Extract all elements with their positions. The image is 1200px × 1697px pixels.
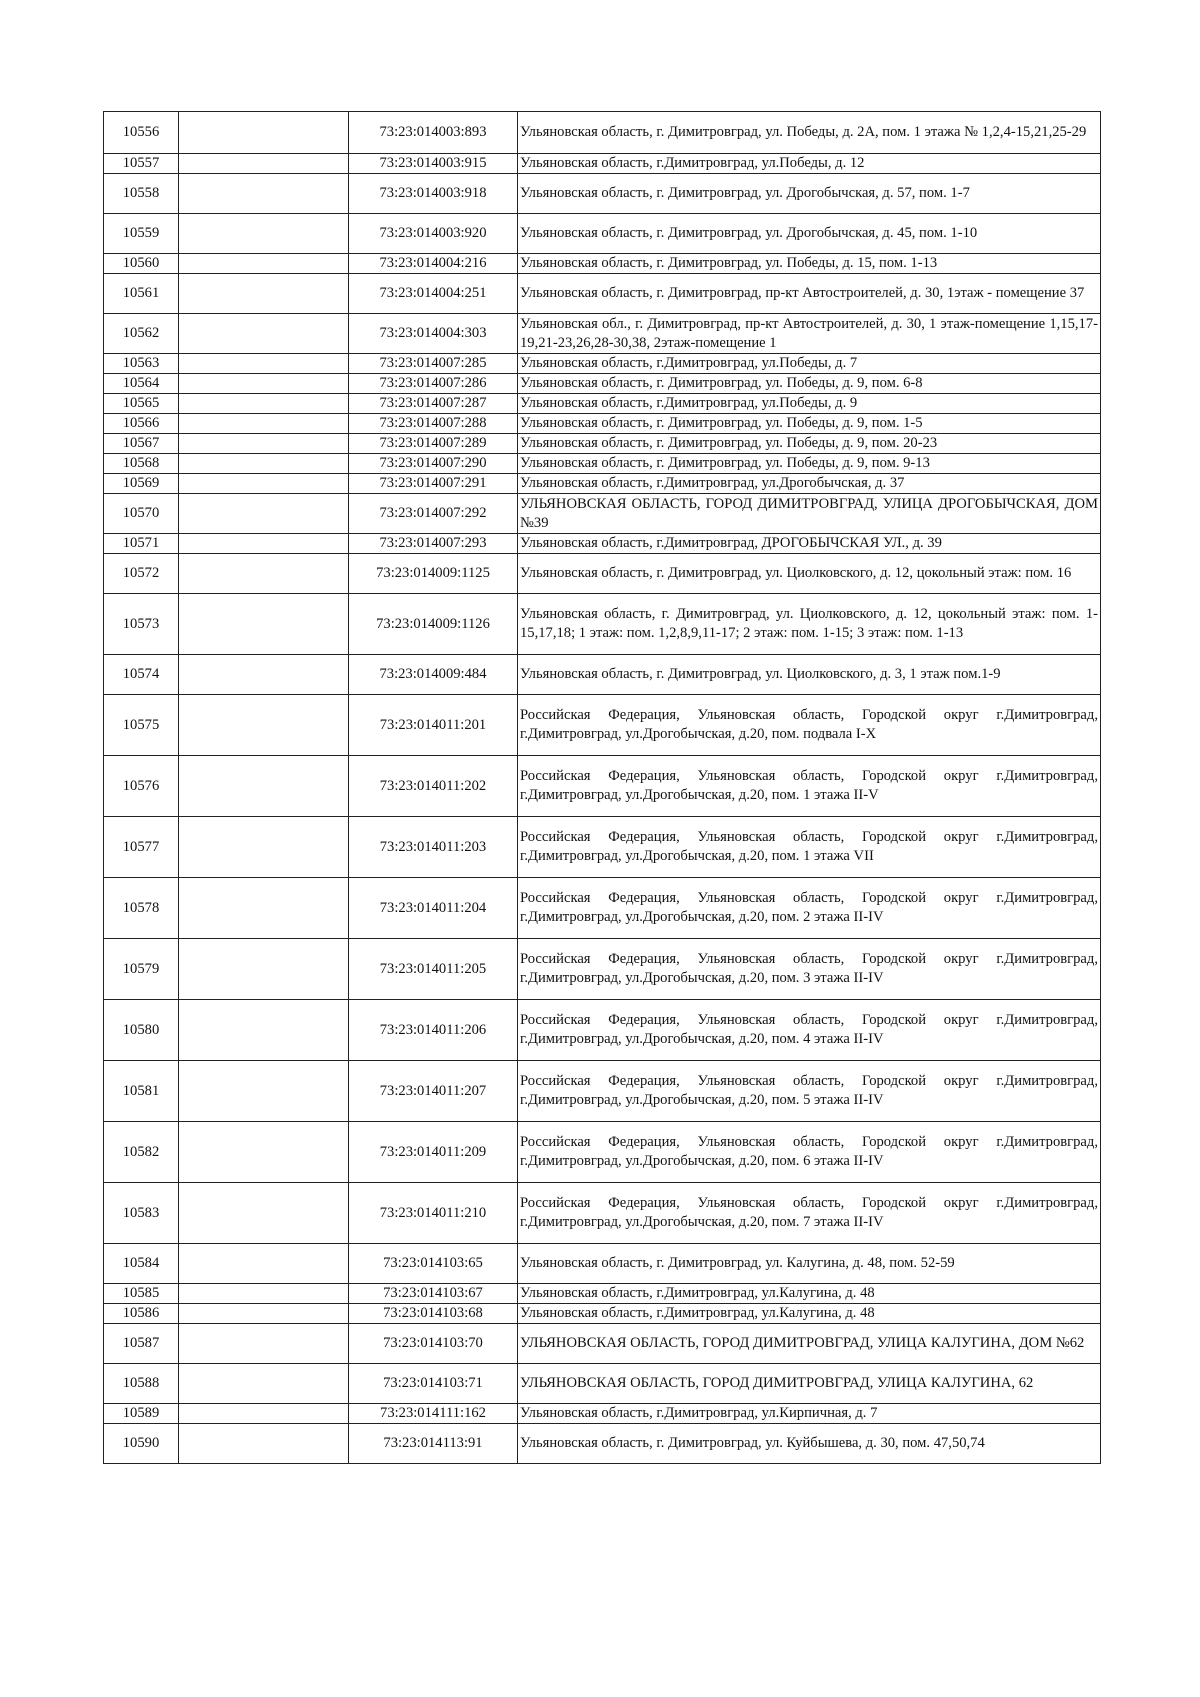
empty-cell xyxy=(179,374,349,394)
empty-cell xyxy=(179,594,349,655)
empty-cell xyxy=(179,274,349,314)
address-cell: Ульяновская область, г.Димитровград, ул.Победы, д. 9 xyxy=(518,394,1101,414)
cadastral-number-cell: 73:23:014009:1126 xyxy=(349,594,518,655)
property-registry-table xyxy=(103,111,1101,1464)
address-cell: Ульяновская область, г. Димитровград, ул. Циолковского, д. 12, цокольный этаж: пом. 16 xyxy=(518,554,1101,594)
cadastral-number-cell: 73:23:014007:287 xyxy=(349,394,518,414)
row-number-cell: 10575 xyxy=(104,695,179,756)
table-row xyxy=(104,756,1101,817)
row-number-cell: 10576 xyxy=(104,756,179,817)
cadastral-number-cell: 73:23:014113:91 xyxy=(349,1424,518,1464)
empty-cell xyxy=(179,817,349,878)
table-row xyxy=(104,434,1101,454)
address-cell: Российская Федерация, Ульяновская область, Городской округ г.Димитровград, г.Димитровград, ул.Дрогобычская, д.20, пом. 3 этажа II-IV xyxy=(518,939,1101,1000)
empty-cell xyxy=(179,314,349,354)
empty-cell xyxy=(179,1424,349,1464)
cadastral-number-cell: 73:23:014007:286 xyxy=(349,374,518,394)
row-number-cell: 10565 xyxy=(104,394,179,414)
row-number-cell: 10559 xyxy=(104,214,179,254)
table-row xyxy=(104,314,1101,354)
table-row xyxy=(104,1284,1101,1304)
address-cell: Российская Федерация, Ульяновская область, Городской округ г.Димитровград, г.Димитровград, ул.Дрогобычская, д.20, пом. подвала I-X xyxy=(518,695,1101,756)
row-number-cell: 10586 xyxy=(104,1304,179,1324)
table-row xyxy=(104,112,1101,154)
table-row xyxy=(104,878,1101,939)
empty-cell xyxy=(179,154,349,174)
address-cell: Ульяновская область, г. Димитровград, ул. Победы, д. 9, пом. 6-8 xyxy=(518,374,1101,394)
cadastral-number-cell: 73:23:014111:162 xyxy=(349,1404,518,1424)
row-number-cell: 10590 xyxy=(104,1424,179,1464)
cadastral-number-cell: 73:23:014007:292 xyxy=(349,494,518,534)
row-number-cell: 10579 xyxy=(104,939,179,1000)
table-row xyxy=(104,354,1101,374)
table-row xyxy=(104,939,1101,1000)
cadastral-number-cell: 73:23:014011:201 xyxy=(349,695,518,756)
row-number-cell: 10572 xyxy=(104,554,179,594)
row-number-cell: 10563 xyxy=(104,354,179,374)
table-row xyxy=(104,695,1101,756)
row-number-cell: 10568 xyxy=(104,454,179,474)
table-row xyxy=(104,214,1101,254)
row-number-cell: 10578 xyxy=(104,878,179,939)
cadastral-number-cell: 73:23:014007:288 xyxy=(349,414,518,434)
row-number-cell: 10580 xyxy=(104,1000,179,1061)
table-row xyxy=(104,1061,1101,1122)
address-cell: Ульяновская область, г.Димитровград, ДРОГОБЫЧСКАЯ УЛ., д. 39 xyxy=(518,534,1101,554)
table-row xyxy=(104,474,1101,494)
cadastral-number-cell: 73:23:014011:209 xyxy=(349,1122,518,1183)
row-number-cell: 10587 xyxy=(104,1324,179,1364)
row-number-cell: 10558 xyxy=(104,174,179,214)
address-cell: Ульяновская область, г.Димитровград, ул.Калугина, д. 48 xyxy=(518,1284,1101,1304)
cadastral-number-cell: 73:23:014011:207 xyxy=(349,1061,518,1122)
address-cell: Ульяновская область, г. Димитровград, ул. Победы, д. 15, пом. 1-13 xyxy=(518,254,1101,274)
address-cell: Ульяновская область, г. Димитровград, ул. Победы, д. 2А, пом. 1 этажа № 1,2,4-15,21,25-29 xyxy=(518,112,1101,154)
cadastral-number-cell: 73:23:014003:893 xyxy=(349,112,518,154)
cadastral-number-cell: 73:23:014007:293 xyxy=(349,534,518,554)
table-row xyxy=(104,1364,1101,1404)
empty-cell xyxy=(179,1284,349,1304)
empty-cell xyxy=(179,655,349,695)
cadastral-number-cell: 73:23:014003:920 xyxy=(349,214,518,254)
table-row xyxy=(104,254,1101,274)
empty-cell xyxy=(179,174,349,214)
cadastral-number-cell: 73:23:014003:918 xyxy=(349,174,518,214)
cadastral-number-cell: 73:23:014007:290 xyxy=(349,454,518,474)
address-cell: Ульяновская область, г. Димитровград, пр-кт Автостроителей, д. 30, 1этаж - помещение 37 xyxy=(518,274,1101,314)
empty-cell xyxy=(179,1244,349,1284)
empty-cell xyxy=(179,1122,349,1183)
cadastral-number-cell: 73:23:014004:251 xyxy=(349,274,518,314)
row-number-cell: 10561 xyxy=(104,274,179,314)
address-cell: УЛЬЯНОВСКАЯ ОБЛАСТЬ, ГОРОД ДИМИТРОВГРАД, УЛИЦА КАЛУГИНА, 62 xyxy=(518,1364,1101,1404)
row-number-cell: 10567 xyxy=(104,434,179,454)
registry-table-body xyxy=(104,112,1101,1464)
cadastral-number-cell: 73:23:014103:70 xyxy=(349,1324,518,1364)
empty-cell xyxy=(179,756,349,817)
row-number-cell: 10570 xyxy=(104,494,179,534)
table-row xyxy=(104,1183,1101,1244)
row-number-cell: 10557 xyxy=(104,154,179,174)
row-number-cell: 10588 xyxy=(104,1364,179,1404)
table-row xyxy=(104,154,1101,174)
row-number-cell: 10564 xyxy=(104,374,179,394)
empty-cell xyxy=(179,254,349,274)
address-cell: Российская Федерация, Ульяновская область, Городской округ г.Димитровград, г.Димитровград, ул.Дрогобычская, д.20, пом. 6 этажа II-IV xyxy=(518,1122,1101,1183)
address-cell: Российская Федерация, Ульяновская область, Городской округ г.Димитровград, г.Димитровград, ул.Дрогобычская, д.20, пом. 1 этажа II-V xyxy=(518,756,1101,817)
row-number-cell: 10562 xyxy=(104,314,179,354)
address-cell: Ульяновская область, г.Димитровград, ул.Победы, д. 12 xyxy=(518,154,1101,174)
address-cell: Ульяновская область, г. Димитровград, ул. Победы, д. 9, пом. 9-13 xyxy=(518,454,1101,474)
empty-cell xyxy=(179,354,349,374)
address-cell: Ульяновская обл., г. Димитровград, пр-кт Автостроителей, д. 30, 1 этаж-помещение 1,15,17-19,21-23,26,28-30,38, 2этаж-помещение 1 xyxy=(518,314,1101,354)
table-row xyxy=(104,1304,1101,1324)
table-row xyxy=(104,534,1101,554)
table-row xyxy=(104,494,1101,534)
table-row xyxy=(104,1324,1101,1364)
table-row xyxy=(104,1404,1101,1424)
empty-cell xyxy=(179,1000,349,1061)
table-row xyxy=(104,394,1101,414)
row-number-cell: 10589 xyxy=(104,1404,179,1424)
table-row xyxy=(104,174,1101,214)
empty-cell xyxy=(179,434,349,454)
cadastral-number-cell: 73:23:014007:285 xyxy=(349,354,518,374)
address-cell: Ульяновская область, г. Димитровград, ул. Циолковского, д. 3, 1 этаж пом.1-9 xyxy=(518,655,1101,695)
cadastral-number-cell: 73:23:014011:203 xyxy=(349,817,518,878)
address-cell: Ульяновская область, г.Димитровград, ул.Калугина, д. 48 xyxy=(518,1304,1101,1324)
row-number-cell: 10556 xyxy=(104,112,179,154)
cadastral-number-cell: 73:23:014103:67 xyxy=(349,1284,518,1304)
cadastral-number-cell: 73:23:014004:303 xyxy=(349,314,518,354)
address-cell: Российская Федерация, Ульяновская область, Городской округ г.Димитровград, г.Димитровград, ул.Дрогобычская, д.20, пом. 5 этажа II-IV xyxy=(518,1061,1101,1122)
row-number-cell: 10571 xyxy=(104,534,179,554)
table-row xyxy=(104,1122,1101,1183)
table-row xyxy=(104,594,1101,655)
address-cell: УЛЬЯНОВСКАЯ ОБЛАСТЬ, ГОРОД ДИМИТРОВГРАД, УЛИЦА КАЛУГИНА, ДОМ №62 xyxy=(518,1324,1101,1364)
cadastral-number-cell: 73:23:014003:915 xyxy=(349,154,518,174)
empty-cell xyxy=(179,554,349,594)
cadastral-number-cell: 73:23:014103:65 xyxy=(349,1244,518,1284)
empty-cell xyxy=(179,214,349,254)
cadastral-number-cell: 73:23:014007:289 xyxy=(349,434,518,454)
cadastral-number-cell: 73:23:014011:210 xyxy=(349,1183,518,1244)
row-number-cell: 10574 xyxy=(104,655,179,695)
empty-cell xyxy=(179,414,349,434)
cadastral-number-cell: 73:23:014007:291 xyxy=(349,474,518,494)
empty-cell xyxy=(179,1324,349,1364)
address-cell: Российская Федерация, Ульяновская область, Городской округ г.Димитровград, г.Димитровград, ул.Дрогобычская, д.20, пом. 1 этажа VII xyxy=(518,817,1101,878)
address-cell: Ульяновская область, г. Димитровград, ул. Дрогобычская, д. 45, пом. 1-10 xyxy=(518,214,1101,254)
cadastral-number-cell: 73:23:014011:204 xyxy=(349,878,518,939)
address-cell: Российская Федерация, Ульяновская область, Городской округ г.Димитровград, г.Димитровград, ул.Дрогобычская, д.20, пом. 4 этажа II-IV xyxy=(518,1000,1101,1061)
row-number-cell: 10577 xyxy=(104,817,179,878)
address-cell: Ульяновская область, г. Димитровград, ул. Калугина, д. 48, пом. 52-59 xyxy=(518,1244,1101,1284)
empty-cell xyxy=(179,1404,349,1424)
row-number-cell: 10582 xyxy=(104,1122,179,1183)
row-number-cell: 10585 xyxy=(104,1284,179,1304)
empty-cell xyxy=(179,878,349,939)
empty-cell xyxy=(179,1304,349,1324)
empty-cell xyxy=(179,494,349,534)
empty-cell xyxy=(179,939,349,1000)
empty-cell xyxy=(179,695,349,756)
row-number-cell: 10584 xyxy=(104,1244,179,1284)
cadastral-number-cell: 73:23:014011:202 xyxy=(349,756,518,817)
address-cell: Российская Федерация, Ульяновская область, Городской округ г.Димитровград, г.Димитровград, ул.Дрогобычская, д.20, пом. 7 этажа II-IV xyxy=(518,1183,1101,1244)
cadastral-number-cell: 73:23:014011:205 xyxy=(349,939,518,1000)
empty-cell xyxy=(179,454,349,474)
address-cell: Ульяновская область, г.Димитровград, ул.Победы, д. 7 xyxy=(518,354,1101,374)
table-row xyxy=(104,274,1101,314)
table-row xyxy=(104,1000,1101,1061)
empty-cell xyxy=(179,1061,349,1122)
table-row xyxy=(104,414,1101,434)
empty-cell xyxy=(179,112,349,154)
address-cell: Ульяновская область, г. Димитровград, ул. Победы, д. 9, пом. 1-5 xyxy=(518,414,1101,434)
cadastral-number-cell: 73:23:014004:216 xyxy=(349,254,518,274)
cadastral-number-cell: 73:23:014009:1125 xyxy=(349,554,518,594)
row-number-cell: 10581 xyxy=(104,1061,179,1122)
table-row xyxy=(104,1424,1101,1464)
row-number-cell: 10573 xyxy=(104,594,179,655)
empty-cell xyxy=(179,474,349,494)
cadastral-number-cell: 73:23:014011:206 xyxy=(349,1000,518,1061)
table-row xyxy=(104,454,1101,474)
address-cell: Ульяновская область, г.Димитровград, ул.Кирпичная, д. 7 xyxy=(518,1404,1101,1424)
address-cell: Ульяновская область, г. Димитровград, ул. Дрогобычская, д. 57, пом. 1-7 xyxy=(518,174,1101,214)
empty-cell xyxy=(179,534,349,554)
address-cell: Ульяновская область, г. Димитровград, ул. Победы, д. 9, пом. 20-23 xyxy=(518,434,1101,454)
row-number-cell: 10566 xyxy=(104,414,179,434)
cadastral-number-cell: 73:23:014103:68 xyxy=(349,1304,518,1324)
table-row xyxy=(104,554,1101,594)
cadastral-number-cell: 73:23:014103:71 xyxy=(349,1364,518,1404)
empty-cell xyxy=(179,1364,349,1404)
table-row xyxy=(104,817,1101,878)
table-row xyxy=(104,374,1101,394)
table-row xyxy=(104,655,1101,695)
address-cell: Ульяновская область, г. Димитровград, ул. Циолковского, д. 12, цокольный этаж: пом. 1-15,17,18; 1 этаж: пом. 1,2,8,9,11-17; 2 этаж: пом. 1-15; 3 этаж: пом. 1-13 xyxy=(518,594,1101,655)
empty-cell xyxy=(179,394,349,414)
empty-cell xyxy=(179,1183,349,1244)
row-number-cell: 10560 xyxy=(104,254,179,274)
cadastral-number-cell: 73:23:014009:484 xyxy=(349,655,518,695)
address-cell: УЛЬЯНОВСКАЯ ОБЛАСТЬ, ГОРОД ДИМИТРОВГРАД, УЛИЦА ДРОГОБЫЧСКАЯ, ДОМ №39 xyxy=(518,494,1101,534)
table-row xyxy=(104,1244,1101,1284)
row-number-cell: 10569 xyxy=(104,474,179,494)
address-cell: Ульяновская область, г. Димитровград, ул. Куйбышева, д. 30, пом. 47,50,74 xyxy=(518,1424,1101,1464)
row-number-cell: 10583 xyxy=(104,1183,179,1244)
address-cell: Российская Федерация, Ульяновская область, Городской округ г.Димитровград, г.Димитровград, ул.Дрогобычская, д.20, пом. 2 этажа II-IV xyxy=(518,878,1101,939)
address-cell: Ульяновская область, г.Димитровград, ул.Дрогобычская, д. 37 xyxy=(518,474,1101,494)
